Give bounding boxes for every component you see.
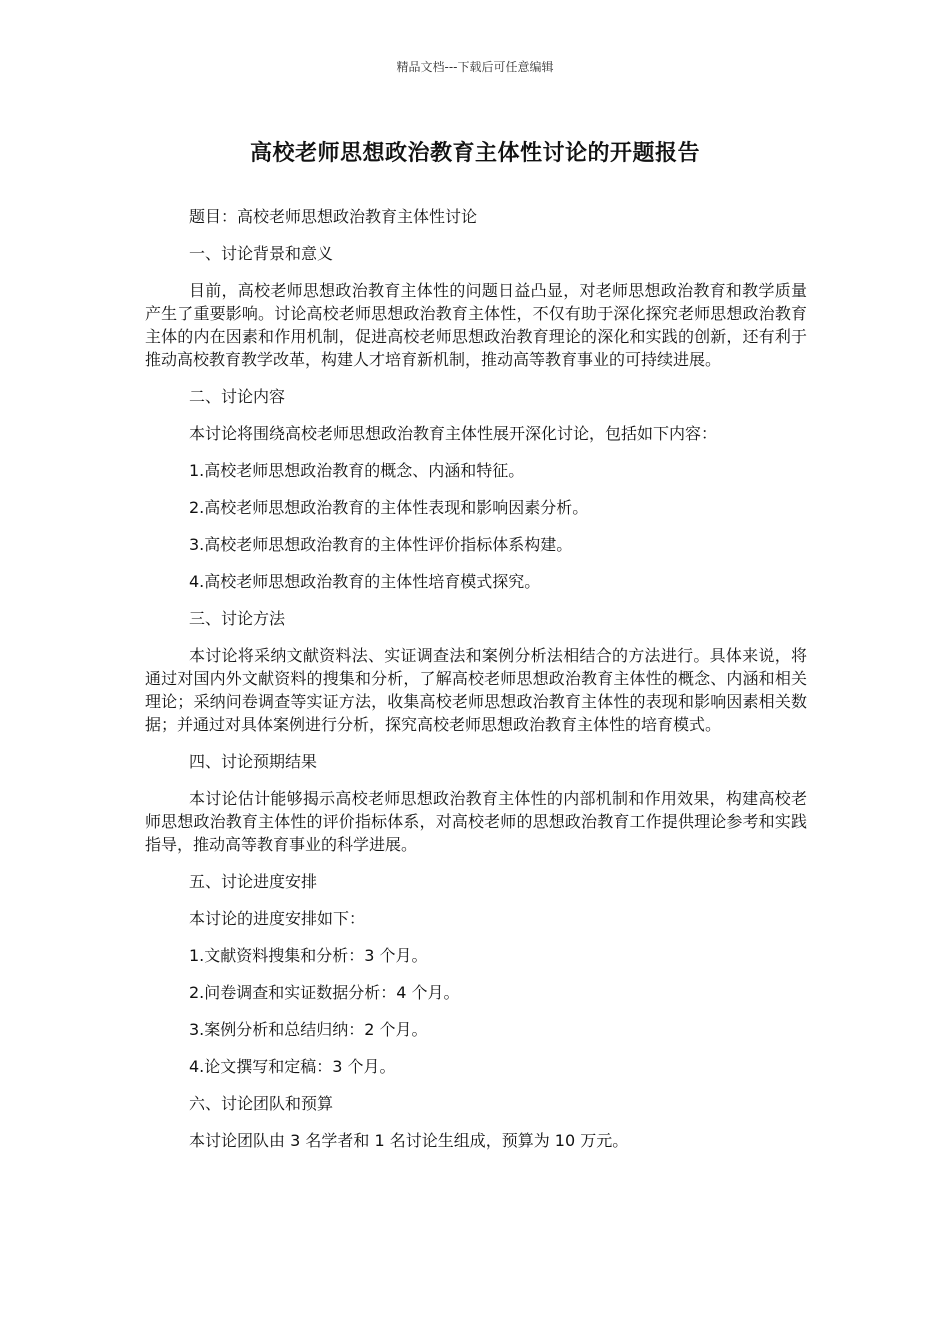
paragraph-content-intro: 本讨论将围绕高校老师思想政治教育主体性展开深化讨论，包括如下内容： [189,424,718,443]
paragraph-results: 本讨论估计能够揭示高校老师思想政治教育主体性的内部机制和作用效果，构建高校老师思想政治教育主体性的评价指标体系，对高校老师的思想政治教育工作提供理论参考和实践指导，推动高等教育事业的科学进展。 [145,789,807,854]
list-item: 4.高校老师思想政治教育的主体性培育模式探究。 [189,572,541,591]
list-item: 4.论文撰写和定稿：3 个月。 [189,1057,396,1076]
paragraph-background: 目前，高校老师思想政治教育主体性的问题日益凸显，对老师思想政治教育和教学质量产生了重要影响。讨论高校老师思想政治教育主体性，不仅有助于深化探究老师思想政治教育主体的内在因素和作用机制，促进高校老师思想政治教育理论的深化和实践的创新，还有利于推动高校教育教学改革，构建人才培育新机制，推动高等教育事业的可持续进展。 [145,281,807,369]
paragraph-schedule-intro: 本讨论的进度安排如下： [189,909,366,928]
section-heading-content: 二、讨论内容 [189,387,286,406]
paragraph-method: 本讨论将采纳文献资料法、实证调查法和案例分析法相结合的方法进行。具体来说，将通过对国内外文献资料的搜集和分析，了解高校老师思想政治教育主体性的概念、内涵和相关理论；采纳问卷调查等实证方法，收集高校老师思想政治教育主体性的表现和影响因素相关数据；并通过对具体案例进行分析，探究高校老师思想政治教育主体性的培育模式。 [145,646,807,734]
section-heading-results: 四、讨论预期结果 [189,752,318,771]
section-heading-background: 一、讨论背景和意义 [189,244,334,263]
header-note: 精品文档---下载后可任意编辑 [396,60,554,74]
section-heading-schedule: 五、讨论进度安排 [189,872,318,891]
list-item: 1.高校老师思想政治教育的概念、内涵和特征。 [189,461,525,480]
document-title: 高校老师思想政治教育主体性讨论的开题报告 [249,141,700,166]
list-item: 1.文献资料搜集和分析：3 个月。 [189,946,428,965]
list-item: 3.高校老师思想政治教育的主体性评价指标体系构建。 [189,535,573,554]
section-heading-method: 三、讨论方法 [189,609,286,628]
section-heading-team: 六、讨论团队和预算 [189,1094,334,1113]
topic-line: 题目：高校老师思想政治教育主体性讨论 [189,207,478,226]
list-item: 2.高校老师思想政治教育的主体性表现和影响因素分析。 [189,498,589,517]
list-item: 2.问卷调查和实证数据分析：4 个月。 [189,983,460,1002]
document-body [145,205,807,1166]
list-item: 3.案例分析和总结归纳：2 个月。 [189,1020,428,1039]
paragraph-team: 本讨论团队由 3 名学者和 1 名讨论生组成，预算为 10 万元。 [189,1131,629,1150]
